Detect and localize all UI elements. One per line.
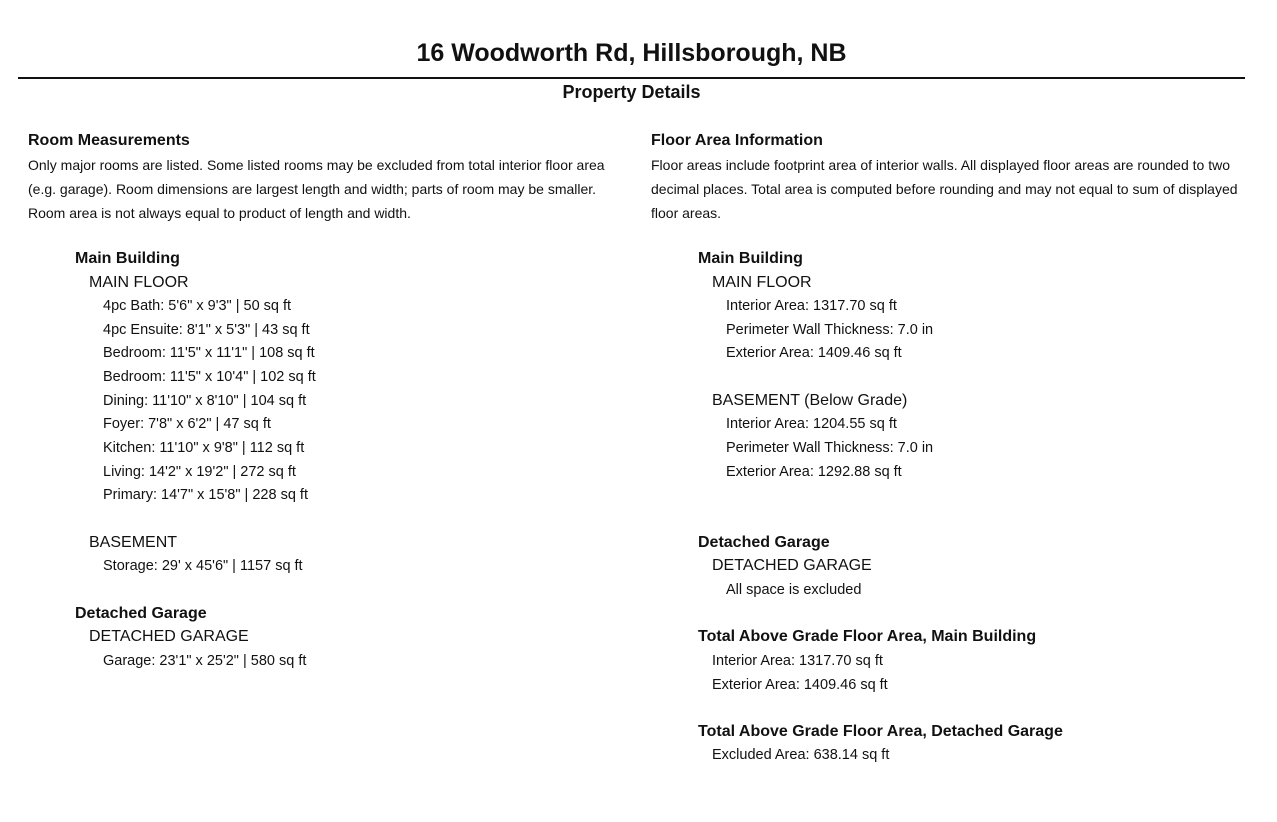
- area-entry: Interior Area: 1317.70 sq ft: [726, 298, 897, 314]
- fa-main-floor-label: MAIN FLOOR: [712, 274, 812, 291]
- area-entry: Exterior Area: 1409.46 sq ft: [712, 677, 888, 693]
- room-entry: Foyer: 7'8" x 6'2" | 47 sq ft: [103, 416, 271, 432]
- room-measurements-heading: Room Measurements: [28, 132, 190, 149]
- room-entry: Kitchen: 11'10" x 9'8" | 112 sq ft: [103, 440, 305, 456]
- area-entry: Perimeter Wall Thickness: 7.0 in: [726, 322, 934, 338]
- page-title: 16 Woodworth Rd, Hillsborough, NB: [416, 39, 847, 67]
- room-entry: 4pc Bath: 5'6" x 9'3" | 50 sq ft: [103, 298, 292, 314]
- room-entry: Bedroom: 11'5" x 10'4" | 102 sq ft: [103, 369, 316, 385]
- room-measurements-note: Only major rooms are listed. Some listed rooms may be excluded from total interior floor area (e.g. garage). Room dimensions are largest length and width; parts of room may be smaller. Room area is not always equal to product of length and width.: [28, 157, 605, 221]
- room-entry: 4pc Ensuite: 8'1" x 5'3" | 43 sq ft: [103, 322, 310, 338]
- room-entry: Garage: 23'1" x 25'2" | 580 sq ft: [103, 653, 307, 669]
- area-entry: Exterior Area: 1409.46 sq ft: [726, 345, 902, 361]
- rm-main-floor-label: MAIN FLOOR: [89, 274, 189, 291]
- room-entry: Storage: 29' x 45'6" | 1157 sq ft: [103, 558, 303, 574]
- floor-area-note: Floor areas include footprint area of interior walls. All displayed floor areas are rounded to two decimal places. Total area is computed before rounding and may not equal to sum of displayed floor areas.: [651, 157, 1238, 221]
- area-entry: Interior Area: 1317.70 sq ft: [712, 653, 883, 669]
- fa-detached-garage-heading: Detached Garage: [698, 534, 830, 551]
- rm-detached-garage-label: DETACHED GARAGE: [89, 628, 249, 645]
- area-entry: Interior Area: 1204.55 sq ft: [726, 416, 897, 432]
- fa-total-garage-heading: Total Above Grade Floor Area, Detached Garage: [698, 723, 1063, 740]
- area-entry: Excluded Area: 638.14 sq ft: [712, 747, 890, 763]
- fa-total-main-heading: Total Above Grade Floor Area, Main Building: [698, 628, 1037, 645]
- room-entry: Primary: 14'7" x 15'8" | 228 sq ft: [103, 487, 308, 503]
- page-subtitle: Property Details: [562, 82, 701, 102]
- rm-detached-garage-heading: Detached Garage: [75, 605, 207, 622]
- area-entry: Perimeter Wall Thickness: 7.0 in: [726, 440, 934, 456]
- rm-basement-label: BASEMENT: [89, 534, 178, 551]
- room-entry: Dining: 11'10" x 8'10" | 104 sq ft: [103, 393, 307, 409]
- floor-area-heading: Floor Area Information: [651, 132, 823, 149]
- area-entry: All space is excluded: [726, 582, 862, 598]
- rm-main-building-heading: Main Building: [75, 250, 180, 267]
- title-divider: [18, 77, 1245, 79]
- area-entry: Exterior Area: 1292.88 sq ft: [726, 464, 902, 480]
- room-entry: Living: 14'2" x 19'2" | 272 sq ft: [103, 464, 296, 480]
- fa-detached-garage-label: DETACHED GARAGE: [712, 557, 872, 574]
- room-entry: Bedroom: 11'5" x 11'1" | 108 sq ft: [103, 345, 315, 361]
- fa-basement-label: BASEMENT (Below Grade): [712, 392, 908, 409]
- fa-main-building-heading: Main Building: [698, 250, 803, 267]
